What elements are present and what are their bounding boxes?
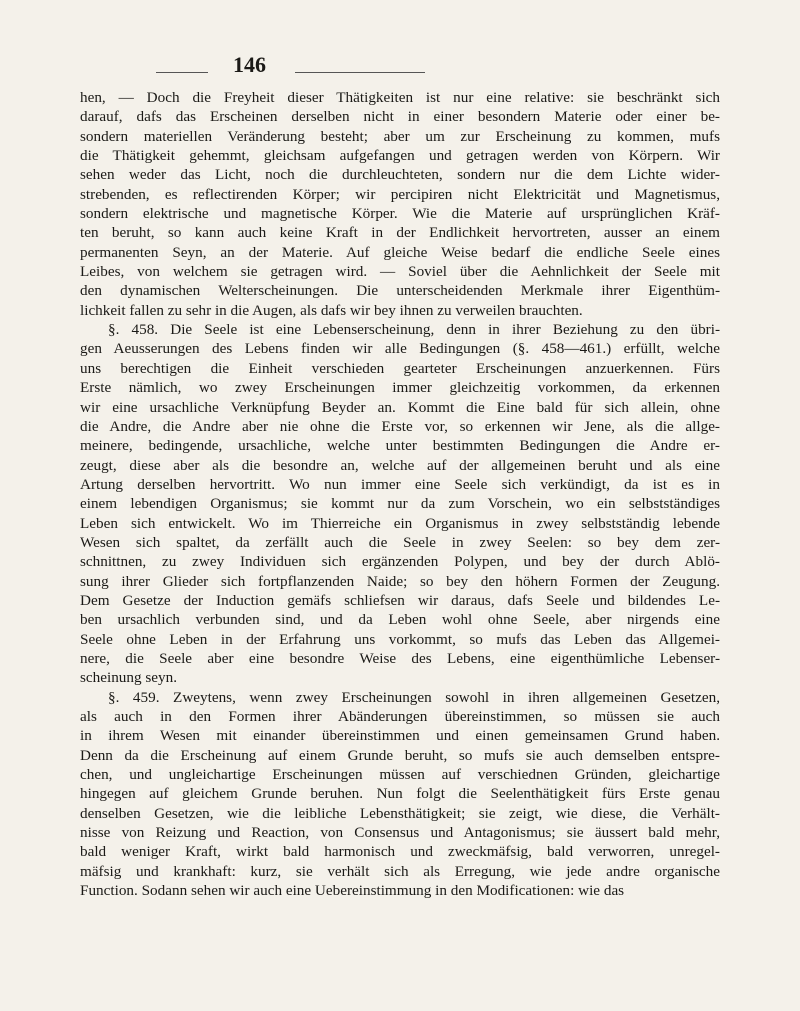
- text-line: Erste nämlich, wo zwey Erscheinungen immer gleichzeitig vorkommen, da erkennen: [80, 379, 720, 397]
- page-number: 146: [233, 52, 266, 77]
- text-line: permanenten Seyn, an der Materie. Auf gleiche Weise bedarf die endliche Seele eines: [80, 243, 720, 261]
- header-rule-right: [295, 72, 425, 73]
- header-rule-left: [156, 72, 208, 73]
- paragraph: [80, 88, 720, 320]
- text-line: ten beruht, so kann auch keine Kraft in der Endlichkeit hervortreten, ausser an einem: [80, 224, 720, 242]
- text-line: wir eine ursachliche Verknüpfung Beyder an. Kommt die Eine bald für sich allein, ohne: [80, 398, 720, 416]
- text-line: mäfsig und krankhaft: kurz, sie verhält sich als Erregung, wie jede andre organische: [80, 862, 720, 880]
- text-line: den dynamischen Welterscheinungen. Die unterscheidenden Merkmale ihrer Eigenthüm-: [80, 282, 720, 300]
- body-text: [80, 88, 720, 900]
- text-line: §. 458. Die Seele ist eine Lebenserscheinung, denn in ihrer Beziehung zu den übri-: [108, 321, 720, 339]
- text-line: strebenden, es reflectirenden Körper; wir percipiren nicht Elektricität und Magnetismus,: [80, 185, 720, 203]
- text-line: Wesen sich spaltet, da zerfällt auch die Seele in zwey Seelen: so bey dem zer-: [80, 533, 720, 551]
- text-line: ben ursachlich verbunden sind, und da Leben wohl ohne Seele, aber nirgends eine: [80, 611, 720, 629]
- text-line: hingegen auf gleichem Grunde beruhen. Nun folgt die Seelenthätigkeit fürs Erste genau: [80, 785, 720, 803]
- text-line: denselben Gesetzen, wie die leibliche Lebensthätigkeit; sie zeigt, wie diese, die Verhält-: [80, 804, 720, 822]
- text-line: sung ihrer Glieder sich fortpflanzenden Naide; so bey den höhern Formen der Zeugung.: [80, 572, 720, 590]
- text-line: sondern elektrische und magnetische Körper. Wie die Materie auf ursprünglichen Kräf-: [80, 205, 720, 223]
- text-line: nere, die Seele aber eine besondre Weise des Lebens, eine eigenthümliche Lebenser-: [80, 649, 720, 667]
- text-line: zeugt, diese aber als die besondre an, welche auf der allgemeinen beruht und als eine: [80, 456, 720, 474]
- paragraph: [80, 688, 720, 901]
- text-line: hen, — Doch die Freyheit dieser Thätigkeiten ist nur eine relative: sie beschränkt sich: [80, 89, 720, 106]
- text-line: die Andre, die Andre aber nie ohne die Erste vor, so erkennen wir Jene, als die allge-: [80, 417, 720, 435]
- text-line: als auch in den Formen ihrer Abänderungen übereinstimmen, so müssen sie auch: [80, 708, 720, 725]
- text-line: lichkeit fallen zu sehr in die Augen, als dafs wir bey ihnen zu verweilen brauchten.: [80, 301, 583, 319]
- text-line: chen, und ungleichartige Erscheinungen müssen auf verschiednen Gründen, gleichartige: [80, 766, 720, 784]
- text-line: Denn da die Erscheinung auf einem Grunde beruht, so mufs sie auch demselben entspre-: [80, 746, 720, 764]
- text-line: uns berechtigen die Einheit verschieden gearteter Erscheinungen anzuerkennen. Fürs: [80, 359, 720, 377]
- text-line: in ihrem Wesen mit einander übereinstimmen und einen gemeinsamen Grund haben.: [80, 727, 720, 745]
- text-line: sehen weder das Licht, noch die durchleuchteten, sondern nur die dem Lichte wider-: [80, 166, 720, 184]
- paragraph: [80, 320, 720, 688]
- text-line: bald weniger Kraft, wirkt bald harmonisch und zweckmäfsig, bald verworren, unregel-: [80, 843, 720, 861]
- text-line: schnittnen, zu zwey Individuen sich ergänzenden Polypen, und bey der durch Ablö-: [80, 553, 720, 571]
- text-line: gen Aeusserungen des Lebens finden wir alle Bedingungen (§. 458—461.) erfüllt, welche: [80, 340, 720, 358]
- text-line: Artung derselben hervortritt. Wo nun immer eine Seele sich verkündigt, da ist es in: [80, 475, 720, 493]
- text-line: Leben sich entwickelt. Wo im Thierreiche ein Organismus in zwey selbstständig lebende: [80, 514, 720, 532]
- text-line: sondern materiellen Veränderung besteht; aber um zur Erscheinung zu kommen, mufs: [80, 127, 720, 145]
- text-line: darauf, dafs das Erscheinen derselben nicht in einer besondern Materie oder einer be-: [80, 108, 720, 126]
- text-line: Dem Gesetze der Induction gemäfs schliefsen wir daraus, dafs Seele und bildendes Le-: [80, 591, 720, 609]
- text-line: Seele ohne Leben in der Erfahrung uns vorkommt, so mufs das Leben das Allgemei-: [80, 630, 720, 648]
- page-header: [0, 52, 800, 78]
- text-line: Function. Sodann sehen wir auch eine Uebereinstimmung in den Modificationen: wie das: [80, 882, 625, 900]
- text-line: die Thätigkeit gehemmt, gleichsam aufgefangen und getragen werden von Körpern. Wir: [80, 147, 720, 165]
- text-line: scheinung seyn.: [80, 669, 178, 687]
- text-line: nisse von Reizung und Reaction, von Consensus und Antagonismus; sie äussert bald mehr,: [80, 824, 720, 842]
- text-line: einem lebendigen Organismus; sie kommt nur da zum Vorschein, wo ein selbstständiges: [80, 495, 720, 513]
- text-line: Leibes, von welchem sie getragen wird. — Soviel über die Aehnlichkeit der Seele mit: [80, 263, 720, 281]
- text-line: meinere, bedingende, ursachliche, welche unter bestimmten Bedingungen die Andre er-: [80, 437, 720, 455]
- text-line: §. 459. Zweytens, wenn zwey Erscheinungen sowohl in ihren allgemeinen Gesetzen,: [108, 688, 720, 706]
